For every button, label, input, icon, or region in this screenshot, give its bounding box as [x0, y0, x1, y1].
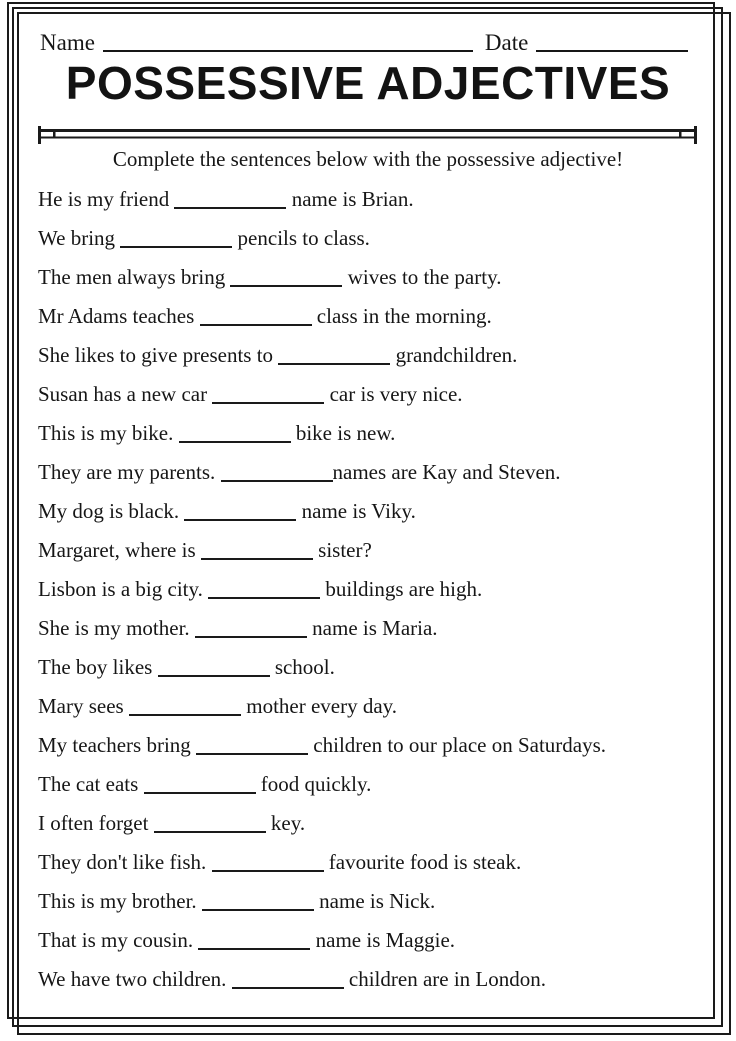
answer-blank-line [154, 831, 266, 833]
sentence-post-text: key. [265, 811, 306, 835]
answer-blank-line [129, 714, 241, 716]
sentence-row [38, 694, 708, 718]
sentence-post-text: names are Kay and Steven. [332, 460, 561, 484]
sentence-pre-text: They don't like fish. [38, 850, 212, 874]
sentence-row [38, 928, 708, 952]
answer-blank-line [158, 675, 270, 677]
sentence-row [38, 733, 708, 757]
sentence-pre-text: My teachers bring [38, 733, 197, 757]
sentence-row [38, 850, 708, 874]
sentence-post-text: favourite food is steak. [323, 850, 522, 874]
name-label: Name [40, 30, 95, 55]
sentence-pre-text: She is my mother. [38, 616, 195, 640]
answer-blank-line [212, 870, 324, 872]
sentence-row [38, 187, 708, 211]
answer-blank-line [120, 246, 232, 248]
sentence-post-text: buildings are high. [320, 577, 483, 601]
answer-blank-line [202, 909, 314, 911]
divider-rule [38, 126, 697, 145]
sentence-row [38, 382, 708, 406]
answer-blank-line [195, 636, 307, 638]
answer-blank-line [278, 363, 390, 365]
sentence-post-text: grandchildren. [390, 343, 518, 367]
date-fill-line [536, 50, 688, 52]
sentence-row [38, 460, 708, 484]
sentence-post-text: name is Brian. [286, 187, 414, 211]
sentence-row [38, 967, 708, 991]
answer-blank-line [232, 987, 344, 989]
sentence-pre-text: Lisbon is a big city. [38, 577, 209, 601]
answer-blank-line [179, 441, 291, 443]
sentence-pre-text: This is my bike. [38, 421, 179, 445]
sentence-row [38, 889, 708, 913]
sentence-row [38, 655, 708, 679]
answer-blank-line [212, 402, 324, 404]
sentence-post-text: name is Maggie. [310, 928, 456, 952]
sentence-row [38, 265, 708, 289]
sentence-post-text: name is Viky. [296, 499, 416, 523]
sentence-pre-text: That is my cousin. [38, 928, 199, 952]
sentence-pre-text: He is my friend [38, 187, 175, 211]
sentence-pre-text: The boy likes [38, 655, 158, 679]
sentence-post-text: school. [269, 655, 335, 679]
sentence-post-text: class in the morning. [311, 304, 492, 328]
sentence-post-text: pencils to class. [232, 226, 370, 250]
answer-blank-line [144, 792, 256, 794]
sentence-pre-text: We have two children. [38, 967, 232, 991]
sentence-row [38, 499, 708, 523]
page-title: POSSESSIVE ADJECTIVES [65, 57, 671, 109]
sentence-pre-text: My dog is black. [38, 499, 185, 523]
sentence-pre-text: We bring [38, 226, 121, 250]
sentence-list [38, 187, 708, 1006]
name-fill-line [103, 50, 473, 52]
sentence-post-text: wives to the party. [342, 265, 502, 289]
answer-blank-line [196, 753, 308, 755]
header-row [40, 30, 700, 56]
sentence-pre-text: This is my brother. [38, 889, 202, 913]
sentence-row [38, 304, 708, 328]
answer-blank-line [198, 948, 310, 950]
sentence-row [38, 811, 708, 835]
instruction-text: Complete the sentences below with the possessive adjective! [112, 147, 624, 171]
sentence-row [38, 421, 708, 445]
sentence-post-text: children are in London. [343, 967, 547, 991]
sentence-pre-text: Mr Adams teaches [38, 304, 200, 328]
sentence-row [38, 226, 708, 250]
date-label: Date [484, 30, 529, 55]
sentence-post-text: food quickly. [255, 772, 372, 796]
sentence-pre-text: They are my parents. [38, 460, 221, 484]
sentence-post-text: name is Nick. [313, 889, 436, 913]
answer-blank-line [174, 207, 286, 209]
sentence-row [38, 616, 708, 640]
sentence-row [38, 538, 708, 562]
answer-blank-line [201, 558, 313, 560]
sentence-pre-text: Margaret, where is [38, 538, 201, 562]
sentence-row [38, 577, 708, 601]
answer-blank-line [208, 597, 320, 599]
sentence-row [38, 772, 708, 796]
sentence-post-text: bike is new. [290, 421, 396, 445]
answer-blank-line [230, 285, 342, 287]
sentence-pre-text: Mary sees [38, 694, 129, 718]
sentence-pre-text: The cat eats [38, 772, 144, 796]
sentence-post-text: car is very nice. [324, 382, 463, 406]
sentence-post-text: children to our place on Saturdays. [308, 733, 607, 757]
answer-blank-line [200, 324, 312, 326]
sentence-post-text: name is Maria. [306, 616, 438, 640]
sentence-pre-text: I often forget [38, 811, 154, 835]
sentence-pre-text: Susan has a new car [38, 382, 213, 406]
sentence-post-text: mother every day. [240, 694, 398, 718]
sentence-pre-text: She likes to give presents to [38, 343, 279, 367]
sentence-post-text: sister? [312, 538, 372, 562]
sentence-pre-text: The men always bring [38, 265, 231, 289]
answer-blank-line [184, 519, 296, 521]
answer-blank-line [221, 480, 333, 482]
sentence-row [38, 343, 708, 367]
